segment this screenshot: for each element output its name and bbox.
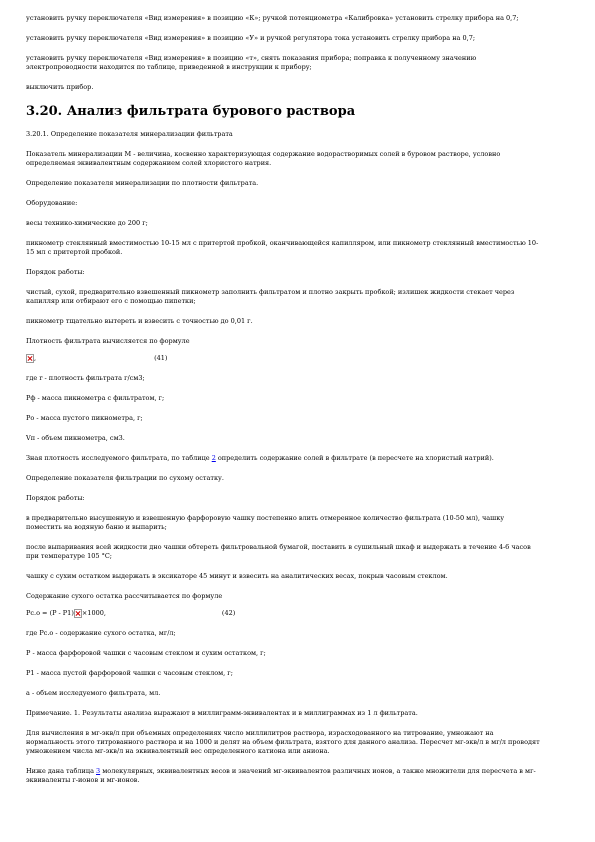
subsection-title: 3.20.1. Определение показателя минерализации фильтрата — [26, 130, 233, 138]
paragraph-step-u: установить ручку переключателя «Вид измерения» в позицию «У» и ручкой регулятора тока установить стрелку прибора на 0,7; — [26, 34, 476, 42]
density-result-text-before: Зная плотность исследуемого фильтрата, по таблице — [26, 454, 212, 462]
formula-42 — [26, 609, 541, 618]
density-result-text-after: определить содержание солей в фильтрате (в пересчете на хлористый натрий). — [215, 454, 494, 462]
where-term-density: где r - плотность фильтрата г/см3; — [26, 374, 145, 382]
formula-41-number: (41) — [154, 354, 168, 362]
dry-formula-intro: Содержание сухого остатка рассчитывается по формуле — [26, 592, 223, 600]
procedure-density-step-1: чистый, сухой, предварительно взвешенный пикнометр заполнить фильтратом и плотно закрыть пробкой; излишек жидкости стекает через капилляр или отбирают его с помощью пипетки; — [26, 288, 515, 305]
equipment-item-pycnometer: пикнометр стеклянный вместимостью 10-15 мл с притертой пробкой, оканчивающейся капилляром, или пикнометр стеклянный вместимостью 10-15 мл с притертой пробкой. — [26, 239, 539, 256]
where-term-dish-with-residue: Р - масса фарфоровой чашки с часовым стеклом и сухим остатком, г; — [26, 649, 266, 657]
formula-42-left: Рс.о = (Р - Р1) — [26, 609, 74, 617]
procedure-label-dry: Порядок работы: — [26, 494, 85, 502]
equipment-label: Оборудование: — [26, 199, 78, 207]
table-ref-text-before: Ниже дана таблица — [26, 767, 97, 775]
where-term-mass-empty: Ро - масса пустого пикнометра, г; — [26, 414, 143, 422]
formula-42-right: ×1000, — [81, 609, 106, 617]
paragraph-step-t: установить ручку переключателя «Вид измерения» в позицию «т», снять показания прибора; поправка к полученному значению электропроводности находится по таблице, приведенной в инструкции к прибору; — [26, 54, 477, 71]
note-paragraph: Примечание. 1. Результаты анализа выражают в миллиграмм-эквивалентах и в миллиграммах из 1 л фильтрата. — [26, 709, 418, 717]
broken-image-icon — [26, 354, 37, 363]
density-result-paragraph — [26, 454, 541, 463]
paragraph-switch-off: выключить прибор. — [26, 83, 94, 91]
table-2-link[interactable]: 2 — [211, 454, 216, 462]
equipment-item-scales: весы технико-химические до 200 г; — [26, 219, 148, 227]
where-term-empty-dish: Р1 - масса пустой фарфоровой чашки с часовым стеклом, г; — [26, 669, 233, 677]
procedure-dry-step-3: чашку с сухим остатком выдержать в эксикаторе 45 минут и взвесить на аналитических весах, покрыв часовым стеклом. — [26, 572, 448, 580]
procedure-dry-step-2: после выпаривания всей жидкости дно чашки обтереть фильтровальной бумагой, поставить в сушильный шкаф и выдержать в течение 4-6 часов при температуре 105 °С; — [26, 543, 531, 560]
where-term-mass-filled: Рф - масса пикнометра с фильтратом, г; — [26, 394, 165, 402]
broken-image-icon — [74, 609, 82, 618]
table-ref-paragraph — [26, 767, 541, 785]
intro-paragraph: Показатель минерализации М - величина, косвенно характеризующая содержание водорастворимых солей в буровом растворе, условно определяемая эквивалентным содержанием солей хлористого натрия. — [26, 150, 501, 167]
procedure-density-step-2: пикнометр тщательно вытереть и взвесить с точностью до 0,01 г. — [26, 317, 253, 325]
where-term-volume: Vп - объем пикнометра, см3. — [26, 434, 125, 442]
recalc-paragraph: Для вычисления в мг-экв/л при объемных определениях число миллилитров раствора, израсходованного на титрование, умножают на нормальность этого титрованного раствора и на 1000 и делят на объем фильтрата, взятого для данного анализа. Пересчет мг-экв/л в мг/л проводят умножением числа мг-экв/л на эквивалентный вес определенного катиона или аниона. — [26, 729, 540, 755]
dry-method-title: Определение показателя фильтрации по сухому остатку. — [26, 474, 224, 482]
where-term-dry-residue: где Рс.о - содержание сухого остатка, мг/л; — [26, 629, 176, 637]
paragraph-step-k: установить ручку переключателя «Вид измерения» в позицию «К»; ручкой потенциометра «Калибровка» установить стрелку прибора на 0,7; — [26, 14, 519, 22]
formula-41-comma: , — [34, 354, 37, 362]
table-3-link[interactable]: 3 — [96, 767, 101, 775]
where-term-filtrate-volume: а - объем исследуемого фильтрата, мл. — [26, 689, 161, 697]
procedure-label: Порядок работы: — [26, 268, 85, 276]
density-formula-intro: Плотность фильтрата вычисляется по формуле — [26, 337, 190, 345]
formula-41 — [26, 354, 541, 363]
formula-42-number: (42) — [221, 609, 236, 617]
density-method-title: Определение показателя минерализации по плотности фильтрата. — [26, 179, 259, 187]
table-ref-text-after: молекулярных, эквивалентных весов и значений мг-эквивалентов различных ионов, а также множители для пересчета в мг-эквиваленты г-ионов и мг-ионов. — [26, 767, 536, 784]
procedure-dry-step-1: в предварительно высушенную и взвешенную фарфоровую чашку постепенно влить отмеренное количество фильтрата (10-50 мл), чашку поместить на водяную баню и выпарить; — [26, 514, 505, 531]
section-title: 3.20. Анализ фильтрата бурового раствора — [26, 104, 356, 119]
